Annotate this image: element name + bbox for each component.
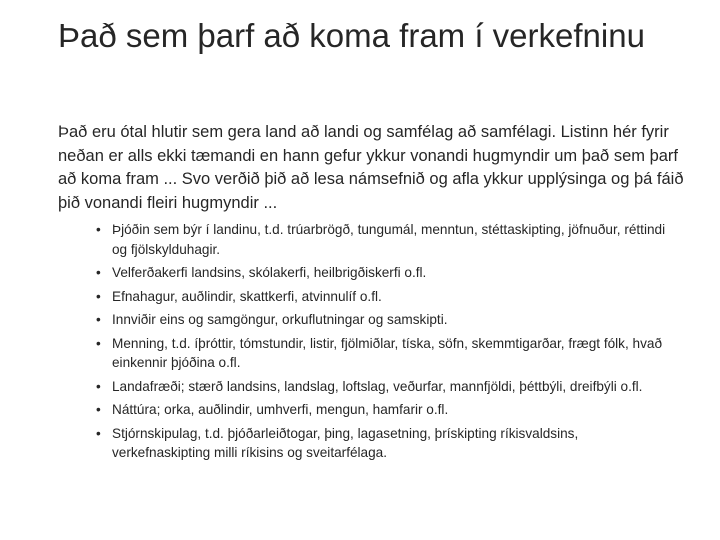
bullet-list [96,220,676,467]
bullet-dot-icon: • [96,425,101,441]
bullet-item [96,377,676,397]
bullet-text: Stjórnskipulag, t.d. þjóðarleiðtogar, þing, lagasetning, þrískipting ríkisvaldsins, verkefnaskipting milli ríkisins og sveitarfélaga. [112,425,579,460]
bullet-dot-icon: • [96,378,101,394]
bullet-dot-icon: • [96,265,101,280]
bullet-text: Landafræði; stærð landsins, landslag, loftslag, veðurfar, mannfjöldi, þéttbýli, dreifbýli o.fl. [112,378,643,394]
bullet-item [96,400,676,420]
bullet-dot-icon: • [96,288,101,304]
bullet-text: Menning, t.d. íþróttir, tómstundir, listir, fjölmiðlar, tíska, söfn, skemmtigarðar, frægt fólk, hvað einkennir þjóðina o.fl. [112,335,663,370]
bullet-dot-icon: • [96,222,101,237]
bullet-item [96,287,676,307]
bullet-item [96,334,676,373]
bullet-dot-icon: • [96,335,101,351]
bullet-text: Innviðir eins og samgöngur, orkuflutningar og samskipti. [112,312,448,327]
intro-paragraph: Það eru ótal hlutir sem gera land að landi og samfélag að samfélagi. Listinn hér fyrir neðan er alls ekki tæmandi en hann gefur ykkur vonandi hugmyndir um það sem þarf að koma fram ... Svo verðið þið að lesa námsefnið og afla ykkur upplýsinga og þá fáið þið vonandi fleiri hugmyndir ... [58,123,684,212]
bullet-item [96,263,676,283]
bullet-text: Efnahagur, auðlindir, skattkerfi, atvinnulíf o.fl. [112,288,382,304]
bullet-text: Velferðakerfi landsins, skólakerfi, heilbrigðiskerfi o.fl. [112,265,427,280]
slide-title: Það sem þarf að koma fram í verkefninu [58,17,645,54]
bullet-dot-icon: • [96,402,101,417]
bullet-item [96,220,676,259]
bullet-dot-icon: • [96,312,101,327]
bullet-text: Náttúra; orka, auðlindir, umhverfi, mengun, hamfarir o.fl. [112,402,449,417]
bullet-item [96,310,676,330]
bullet-text: Þjóðin sem býr í landinu, t.d. trúarbrögð, tungumál, menntun, stéttaskipting, jöfnuður, réttindi og fjölskylduhagir. [112,222,666,257]
bullet-item [96,424,676,463]
